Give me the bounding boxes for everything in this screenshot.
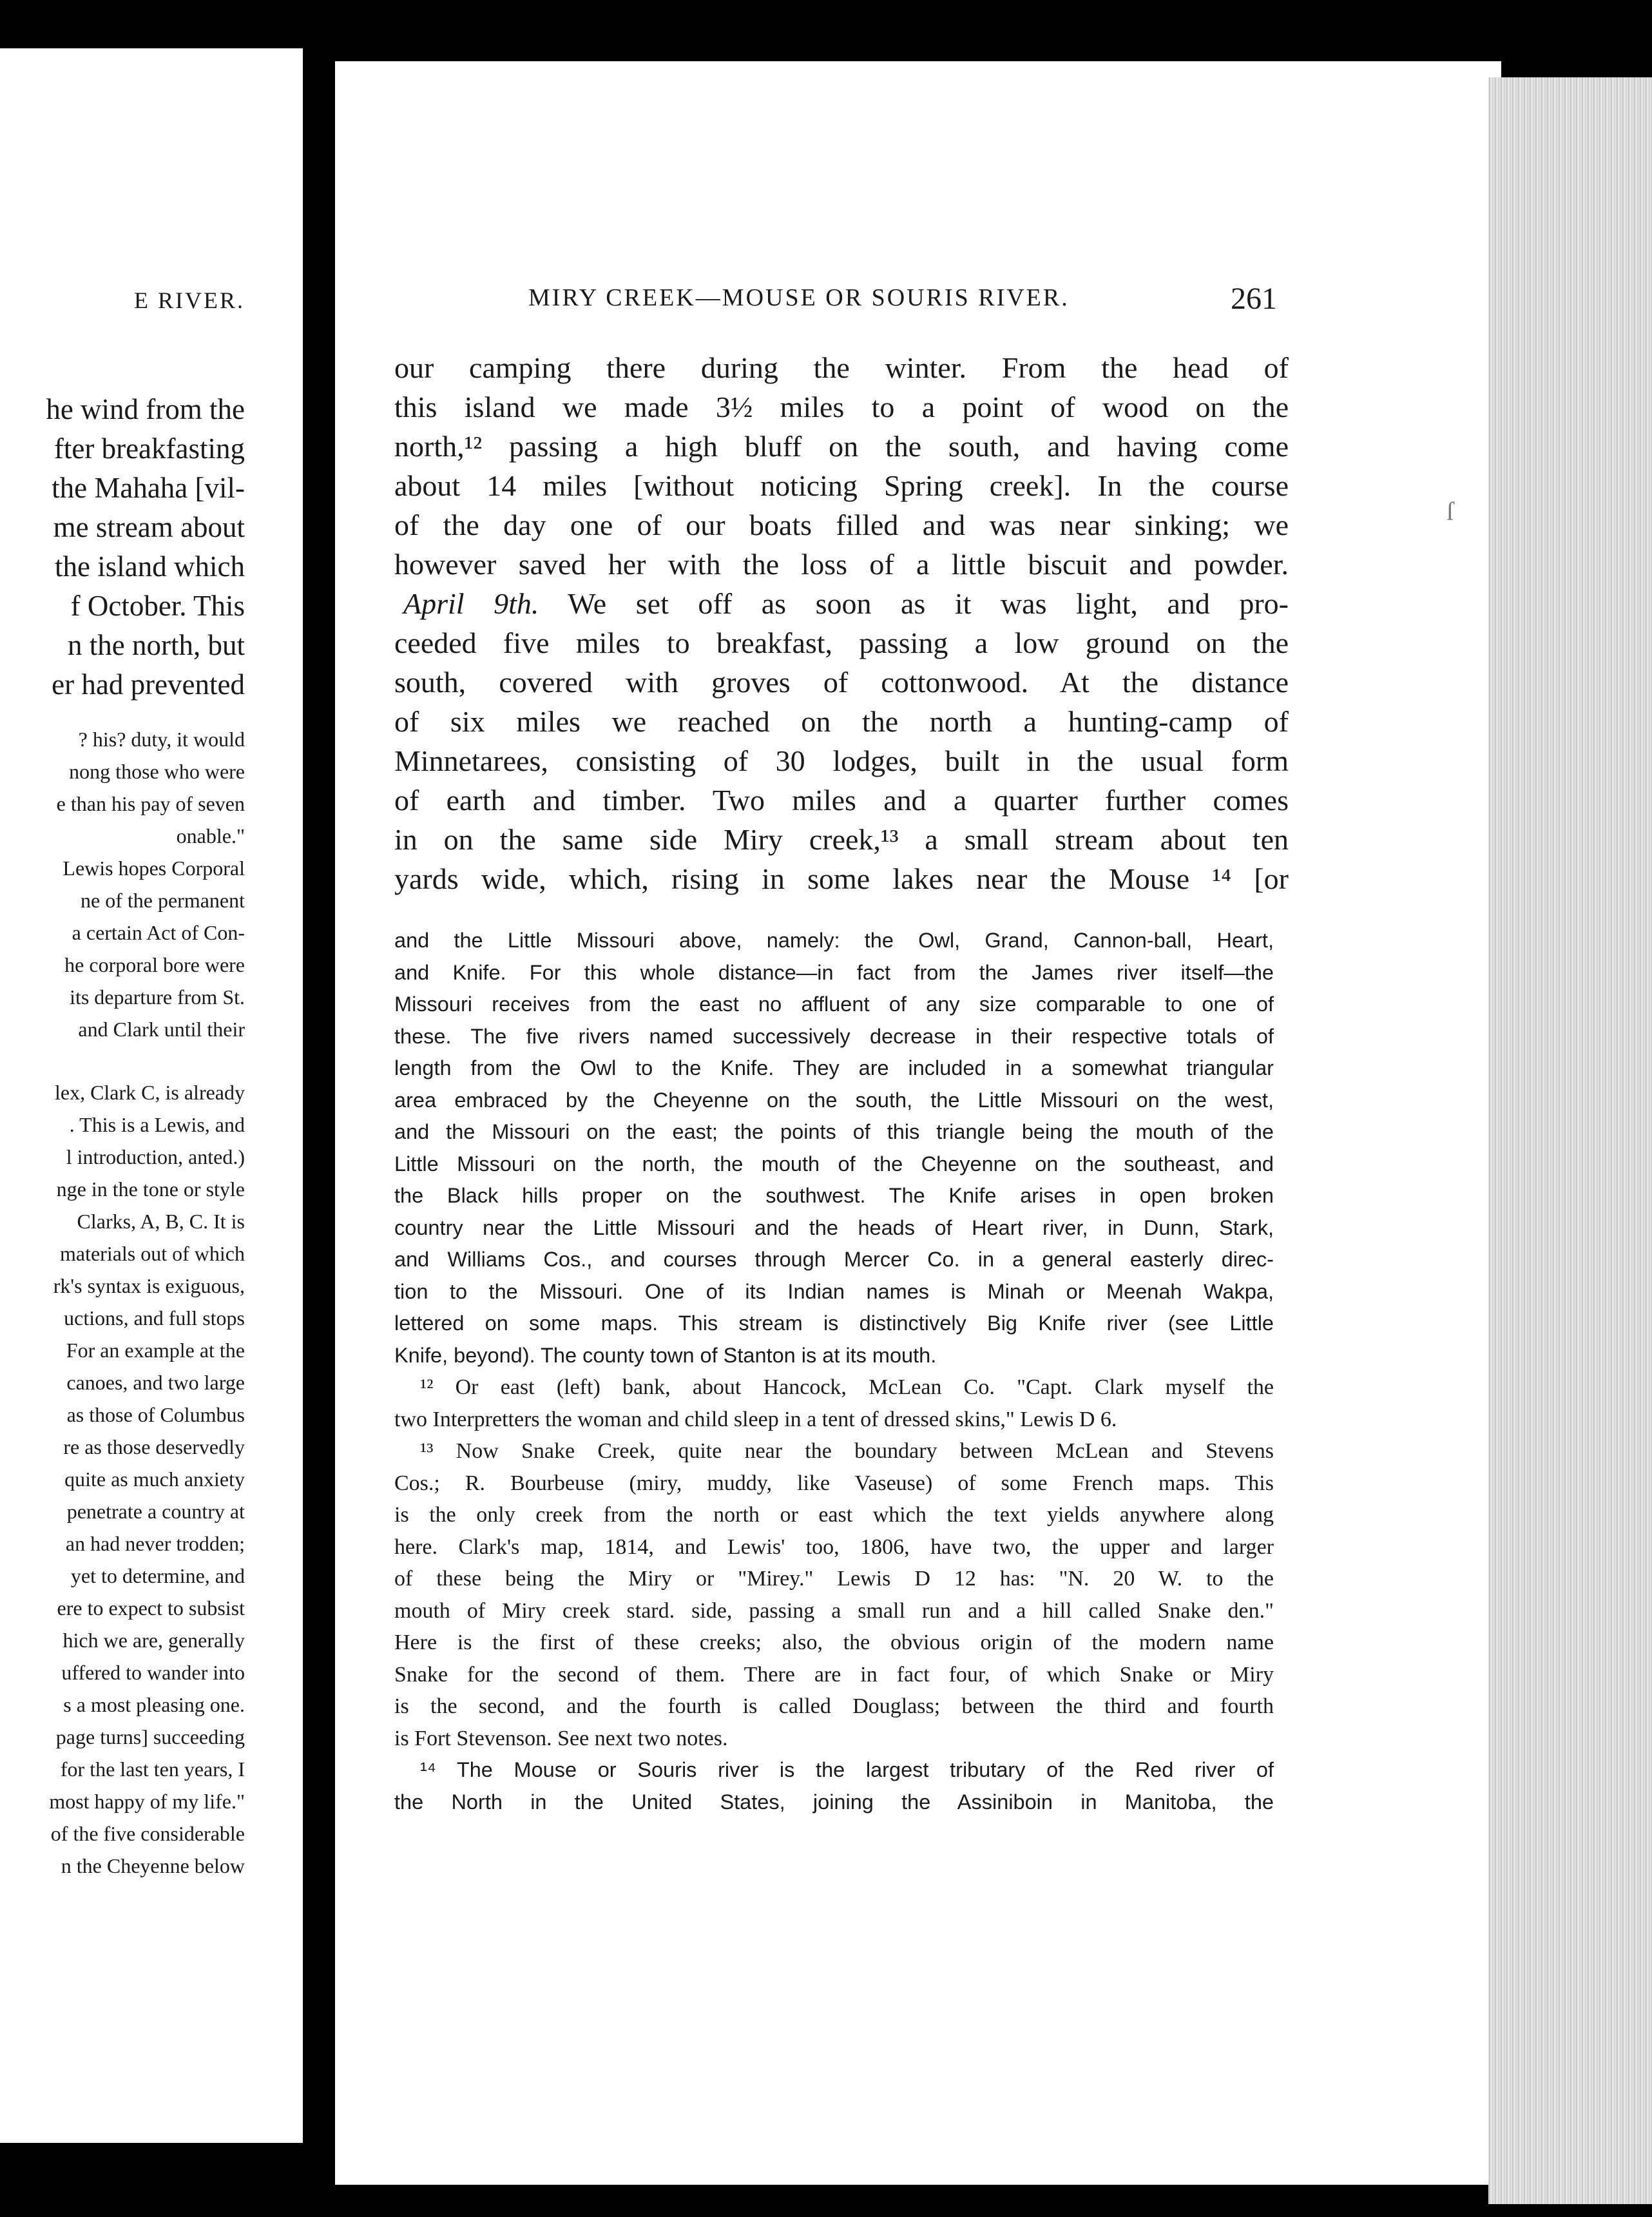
left-page	[0, 48, 303, 2143]
footnote-line: area embraced by the Cheyenne on the south, the Little Missouri on the west,	[394, 1088, 1274, 1112]
main-text-line: south, covered with groves of cottonwood. At the distance	[394, 666, 1289, 699]
left-note-line: re as those deservedly	[63, 1435, 245, 1458]
footnote-13-line: Cos.; R. Bourbeuse (miry, muddy, like Vaseuse) of some French maps. This	[394, 1471, 1274, 1495]
left-note-line: ne of the permanent	[81, 889, 245, 912]
left-note-line: an had never trodden;	[65, 1532, 245, 1555]
left-note-line: he corporal bore were	[64, 953, 245, 976]
left-note-line: l introduction, anted.)	[66, 1145, 245, 1168]
footnote-line: Missouri receives from the east no affluent of any size comparable to one of	[394, 992, 1274, 1016]
left-body-line: n the north, but	[68, 629, 245, 661]
footnote-13-line: Here is the first of these creeks; also, the obvious origin of the modern name	[394, 1631, 1274, 1654]
footnote-13-line: is Fort Stevenson. See next two notes.	[394, 1726, 728, 1750]
left-body-line: the island which	[55, 550, 245, 583]
left-note-line: lex, Clark C, is already	[54, 1081, 245, 1104]
footnote-13-line: ¹³ Now Snake Creek, quite near the boundary between McLean and Stevens	[420, 1439, 1274, 1463]
footnote-line: the Black hills proper on the southwest. The Knife arises in open broken	[394, 1184, 1274, 1207]
left-note-line: onable."	[176, 824, 245, 847]
left-note-line: ere to expect to subsist	[57, 1596, 245, 1620]
main-text-line: of earth and timber. Two miles and a quarter further comes	[394, 784, 1289, 817]
paragraph-gap	[49, 1045, 245, 1076]
left-body-line: fter breakfasting	[53, 432, 245, 465]
footnote-line: these. The five rivers named successively decrease in their respective totals of	[394, 1024, 1274, 1048]
left-footnotes	[49, 723, 245, 1882]
main-text-line: this island we made 3½ miles to a point of wood on the	[394, 391, 1289, 423]
left-note-line: nong those who were	[69, 760, 245, 783]
main-text-line: our camping there during the winter. From the head of	[394, 351, 1289, 384]
footnote-line: tion to the Missouri. One of its Indian names is Minah or Meenah Wakpa,	[394, 1279, 1274, 1303]
left-note-line: n the Cheyenne below	[61, 1854, 245, 1877]
left-note-line: Lewis hopes Corporal	[62, 857, 245, 880]
footnotes	[394, 925, 1274, 1818]
left-note-line: For an example at the	[66, 1339, 245, 1362]
date-heading: April 9th.	[403, 587, 539, 620]
footnote-13-line: mouth of Miry creek stard. side, passing a small run and a hill called Snake den."	[394, 1598, 1274, 1623]
left-note-line: a certain Act of Con-	[72, 921, 245, 944]
footnote-13-line: here. Clark's map, 1814, and Lewis' too, 1806, have two, the upper and larger	[394, 1534, 1274, 1559]
footnote-line: and Williams Cos., and courses through Mercer Co. in a general easterly direc-	[394, 1248, 1274, 1271]
left-note-line: uffered to wander into	[61, 1661, 245, 1684]
main-text-line: ceeded five miles to breakfast, passing a low ground on the	[394, 626, 1289, 659]
footnote-12-line: two Interpretters the woman and child sleep in a tent of dressed skins," Lewis D 6.	[394, 1407, 1117, 1431]
left-note-line: of the five considerable	[50, 1822, 245, 1845]
left-body-text	[46, 390, 245, 704]
left-note-line: its departure from St.	[70, 985, 245, 1009]
left-body-line: er had prevented	[52, 668, 245, 701]
left-running-head: E RIVER.	[134, 287, 245, 313]
left-note-line: and Clark until their	[78, 1018, 245, 1041]
left-note-line: hich we are, generally	[62, 1629, 245, 1652]
main-text-line: about 14 miles [without noticing Spring creek]. In the course	[394, 469, 1289, 502]
page-number: 261	[1231, 282, 1277, 316]
left-body-line: me stream about	[53, 511, 245, 543]
running-head: MIRY CREEK—MOUSE OR SOURIS RIVER.	[528, 284, 1070, 311]
footnote-14-line: ¹⁴ The Mouse or Souris river is the largest tributary of the Red river of	[420, 1758, 1274, 1781]
left-note-line: page turns] succeeding	[55, 1725, 245, 1748]
main-text-line: of the day one of our boats filled and was near sinking; we	[394, 508, 1289, 541]
left-note-line: e than his pay of seven	[56, 792, 245, 815]
footnote-line: and the Little Missouri above, namely: the Owl, Grand, Cannon-ball, Heart,	[394, 929, 1274, 952]
footnote-line: and Knife. For this whole distance—in fact from the James river itself—the	[394, 960, 1274, 984]
footnote-line: Knife, beyond). The county town of Stanton is at its mouth.	[394, 1343, 937, 1367]
footnote-line: lettered on some maps. This stream is distinctively Big Knife river (see Little	[394, 1312, 1274, 1335]
footnote-13-line: of these being the Miry or "Mirey." Lewis D 12 has: "N. 20 W. to the	[394, 1567, 1274, 1591]
left-body-line: f October. This	[70, 590, 245, 622]
footnote-13-line: is the only creek from the north or east which the text yields anywhere along	[394, 1503, 1274, 1527]
left-body-line: the Mahaha [vil-	[52, 472, 245, 504]
left-note-line: most happy of my life."	[49, 1790, 245, 1813]
left-note-line: rk's syntax is exiguous,	[53, 1274, 245, 1297]
footnote-13-line: is the second, and the fourth is called Douglass; between the third and fourth	[394, 1694, 1274, 1718]
footnote-line: length from the Owl to the Knife. They are included in a somewhat triangular	[394, 1056, 1274, 1079]
main-text-line: however saved her with the loss of a little biscuit and powder.	[394, 548, 1289, 581]
left-note-line: yet to determine, and	[70, 1564, 245, 1587]
main-body-text	[394, 348, 1289, 898]
left-note-line: s a most pleasing one.	[63, 1693, 245, 1716]
footnote-line: Little Missouri on the north, the mouth of the Cheyenne on the southeast, and	[394, 1152, 1274, 1176]
left-note-line: uctions, and full stops	[64, 1306, 245, 1330]
left-note-line: . This is a Lewis, and	[69, 1113, 245, 1136]
left-note-line: materials out of which	[59, 1242, 245, 1265]
footnote-line: country near the Little Missouri and the heads of Heart river, in Dunn, Stark,	[394, 1215, 1274, 1239]
left-note-line: penetrate a country at	[66, 1500, 245, 1523]
footnote-line: and the Missouri on the east; the points of this triangle being the mouth of the	[394, 1120, 1274, 1143]
left-note-line: quite as much anxiety	[64, 1467, 245, 1491]
main-text-line: of six miles we reached on the north a hunting-camp of	[394, 705, 1289, 738]
footnote-14-line: the North in the United States, joining the Assiniboin in Manitoba, the	[394, 1790, 1274, 1814]
main-text-line: Minnetarees, consisting of 30 lodges, built in the usual form	[394, 744, 1289, 777]
page-edge-stack	[1488, 77, 1652, 2204]
left-note-line: canoes, and two large	[66, 1371, 245, 1394]
left-note-line: for the last ten years, I	[60, 1757, 245, 1781]
margin-mark: ſ	[1446, 497, 1454, 526]
left-note-line: Clarks, A, B, C. It is	[77, 1210, 245, 1233]
footnote-13-line: Snake for the second of them. There are in fact four, of which Snake or Miry	[394, 1662, 1274, 1687]
left-note-line: nge in the tone or style	[56, 1177, 245, 1201]
main-text-line: yards wide, which, rising in some lakes near the Mouse ¹⁴ [or	[394, 862, 1289, 895]
main-text-line: in on the same side Miry creek,¹³ a small stream about ten	[394, 823, 1289, 856]
left-note-line: as those of Columbus	[66, 1403, 245, 1426]
main-text-line: north,¹² passing a high bluff on the south, and having come	[394, 430, 1289, 463]
footnote-12-line: ¹² Or east (left) bank, about Hancock, McLean Co. "Capt. Clark myself the	[420, 1375, 1274, 1399]
left-note-line: ? his? duty, it would	[78, 728, 245, 751]
main-text-line: April 9th. We set off as soon as it was light, and pro-	[403, 587, 1289, 620]
left-body-line: he wind from the	[46, 393, 245, 425]
